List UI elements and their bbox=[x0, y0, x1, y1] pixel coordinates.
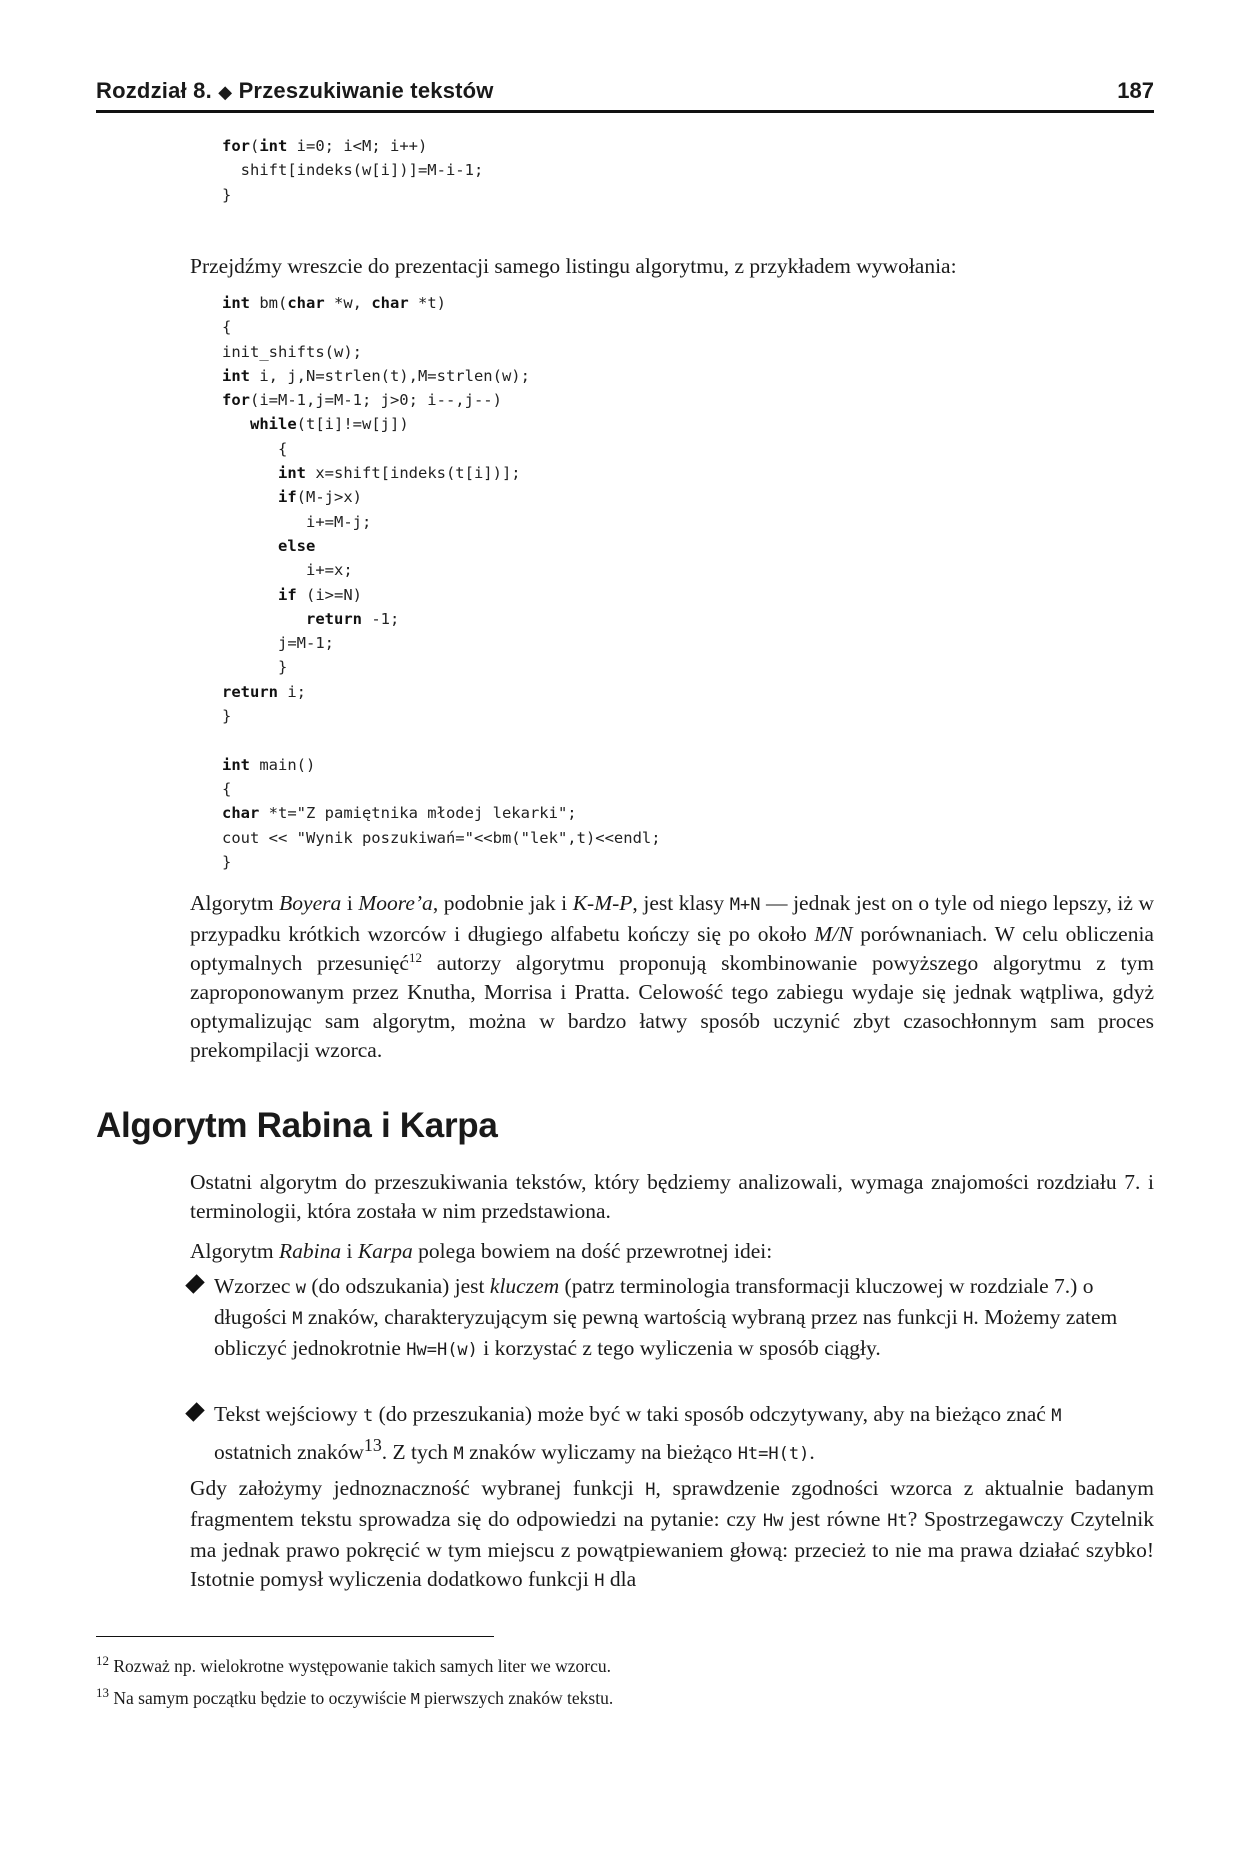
list-item-pattern: Wzorzec w (do odszukania) jest kluczem (patrz terminologia transformacji kluczowej w rozdziale 7.) o długości M znaków, charakteryzującym się pewną wartością wybraną przez nas funkcji H. Możemy zatem obliczyć jednokrotnie Hw=H(w) i korzystać z tego wyliczenia w sposób ciągły. bbox=[214, 1272, 1124, 1365]
chapter-heading bbox=[96, 78, 494, 104]
code-line: int x=shift[indeks(t[i])]; bbox=[278, 464, 521, 483]
diamond-bullet-icon bbox=[185, 1274, 205, 1294]
code-line: } bbox=[222, 707, 232, 726]
code-block-init-shifts bbox=[222, 134, 483, 207]
rabin-karp-intro-paragraph: Ostatni algorytm do przeszukiwania tekstów, który będziemy analizowali, wymaga znajomości rozdziału 7. i terminologii, która została w nim przedstawiona. bbox=[190, 1170, 1154, 1223]
footnote-number: 13 bbox=[96, 1685, 109, 1701]
footnote-ref-13: 13 bbox=[363, 1435, 382, 1455]
code-line: i+=M-j; bbox=[222, 512, 372, 531]
code-line: } bbox=[222, 185, 232, 204]
code-line: { bbox=[222, 439, 288, 458]
code-line: shift[indeks(w[i])]=M-i-1; bbox=[222, 161, 484, 180]
code-line: init_shifts(w); bbox=[222, 342, 362, 361]
code-line: for(int i=0; i<M; i++) bbox=[222, 137, 428, 155]
footnote-ref-12: 12 bbox=[408, 949, 422, 965]
code-line: return -1; bbox=[306, 609, 400, 628]
intro-listing-paragraph: Przejdźmy wreszcie do prezentacji samego listingu algorytmu, z przykładem wywołania: bbox=[190, 254, 957, 278]
running-header bbox=[96, 78, 1154, 113]
hash-comparison-paragraph: Gdy założymy jednoznaczność wybranej funkcji H, sprawdzenie zgodności wzorca z aktualnie badanym fragmentem tekstu sprowadza się do odpowiedzi na pytanie: czy Hw jest równe Ht? Spostrzegawczy Czytelnik ma jednak prawo pokręcić w tym miejscu z powątpiewaniem głową: przecież to nie ma prawa działać szybko! Istotnie pomysł wyliczenia dodatkowo funkcji H dla bbox=[190, 1476, 1155, 1591]
code-line: } bbox=[222, 658, 288, 677]
diamond-separator-icon: ◆ bbox=[218, 82, 233, 102]
code-line bbox=[222, 728, 661, 752]
footnote-12 bbox=[96, 1654, 1156, 1678]
code-line: else bbox=[278, 536, 316, 555]
code-line: cout << "Wynik poszukiwań="<<bm("lek",t)<<endl; bbox=[222, 828, 661, 847]
page-number: 187 bbox=[1117, 78, 1154, 103]
code-line: { bbox=[222, 318, 232, 337]
code-line: int bm(char *w, char *t) bbox=[222, 294, 446, 312]
code-line: i+=x; bbox=[222, 561, 353, 580]
footnote-number: 12 bbox=[96, 1653, 109, 1669]
code-line: return i; bbox=[222, 682, 306, 701]
footnote-13: $^{13}$ Na samym początku będzie to oczywiście M pierwszych znaków tekstu. bbox=[96, 1685, 614, 1708]
code-line: if(M-j>x) bbox=[278, 488, 362, 507]
diamond-bullet-icon bbox=[185, 1402, 205, 1422]
rabin-karp-idea-paragraph: Algorytm Rabina i Karpa polega bowiem na dość przewrotnej idei: bbox=[190, 1239, 773, 1263]
footnote-text: Rozważ np. wielokrotne występowanie takich samych liter we wzorcu. bbox=[113, 1656, 611, 1676]
list-item-text: Tekst wejściowy t (do przeszukania) może być w taki sposób odczytywany, aby na bieżąco znać M ostatnich znaków$^{13}$. Z tych M znaków wyliczamy na bieżąco Ht=H(t). bbox=[214, 1400, 1124, 1469]
code-block-bm bbox=[222, 291, 661, 874]
code-line: for(i=M-1,j=M-1; j>0; i--,j--) bbox=[222, 391, 502, 410]
section-title: Algorytm Rabina i Karpa bbox=[96, 1106, 498, 1145]
boyer-moore-paragraph: Algorytm Boyera i Moore’a, podobnie jak i K-M-P, jest klasy M+N — jednak jest on o tyle od niego lepszy, iż w przypadku krótkich wzorców i długiego alfabetu kończy się po około M/N porównaniach. W celu obliczenia optymalnych przesunięć$^{12}$ autorzy algorytmu proponują skombinowanie powyższego algorytmu z tym zaproponowanym przez Knutha, Morrisa i Pratta. Celowość tego zabiegu wydaje się jednak wątpliwa, gdyż optymalizując sam algorytm, można w bardzo łatwy sposób uczynić zbyt czasochłonnym sam proces prekompilacji wzorca. bbox=[190, 891, 1154, 1062]
code-line: if (i>=N) bbox=[278, 585, 362, 604]
code-line: int i, j,N=strlen(t),M=strlen(w); bbox=[222, 366, 530, 385]
code-line: { bbox=[222, 779, 232, 798]
chapter-number: Rozdział 8. bbox=[96, 78, 212, 103]
code-line: while(t[i]!=w[j]) bbox=[250, 415, 409, 434]
code-line: char *t="Z pamiętnika młodej lekarki"; bbox=[222, 804, 577, 823]
code-line: j=M-1; bbox=[222, 634, 334, 653]
footnote-divider bbox=[96, 1636, 494, 1637]
code-line: } bbox=[222, 852, 232, 871]
chapter-title: Przeszukiwanie tekstów bbox=[238, 78, 494, 103]
code-line: int main() bbox=[222, 755, 316, 774]
